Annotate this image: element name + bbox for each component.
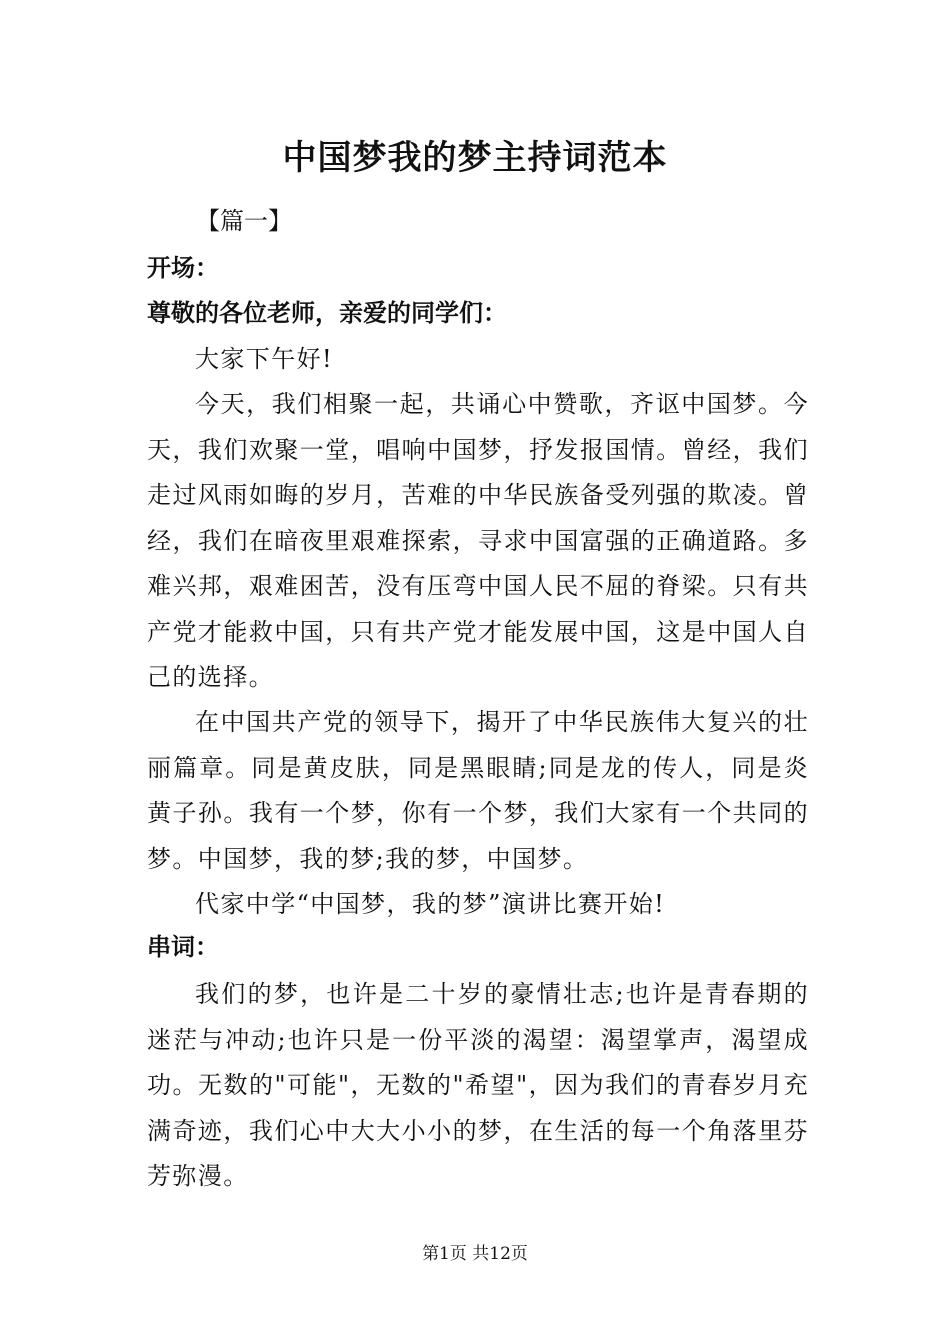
greeting-heading: 尊敬的各位老师，亲爱的同学们： (147, 298, 507, 327)
section-label: 【篇一】 (196, 207, 292, 235)
paragraph-party-leadership: 在中国共产党的领导下，揭开了中华民族伟大复兴的壮丽篇章。同是黄皮肤，同是黑眼睛;同是龙的传人，同是炎黄子孙。我有一个梦，你有一个梦，我们大家有一个共同的梦。中国梦，我的梦;我的梦，中国梦。 (147, 708, 809, 873)
page-footer: 第1页 共12页 (422, 1244, 528, 1264)
paragraph-greeting: 大家下午好! (195, 345, 334, 373)
opening-heading: 开场： (147, 253, 219, 282)
document-title: 中国梦我的梦主持词范本 (282, 138, 668, 178)
paragraph-interlude: 我们的梦，也许是二十岁的豪情壮志;也许是青春期的迷茫与冲动;也许只是一份平淡的渴望：渴望掌声，渴望成功。无数的"可能"，无数的"希望"，因为我们的青春岁月充满奇迹，我们心中大大小小的梦，在生活的每一个角落里芬芳弥漫。 (147, 980, 809, 1190)
paragraph-contest-start: 代家中学“中国梦，我的梦”演讲比赛开始! (195, 890, 666, 918)
interlude-heading: 串词： (147, 932, 219, 961)
paragraph-opening-speech: 今天，我们相聚一起，共诵心中赞歌，齐讴中国梦。今天，我们欢聚一堂，唱响中国梦，抒发报国情。曾经，我们走过风雨如晦的岁月，苦难的中华民族备受列强的欺凌。曾经，我们在暗夜里艰难探索，寻求中国富强的正确道路。多难兴邦，艰难困苦，没有压弯中国人民不屈的脊梁。只有共产党才能救中国，只有共产党才能发展中国，这是中国人自己的选择。 (147, 390, 809, 691)
